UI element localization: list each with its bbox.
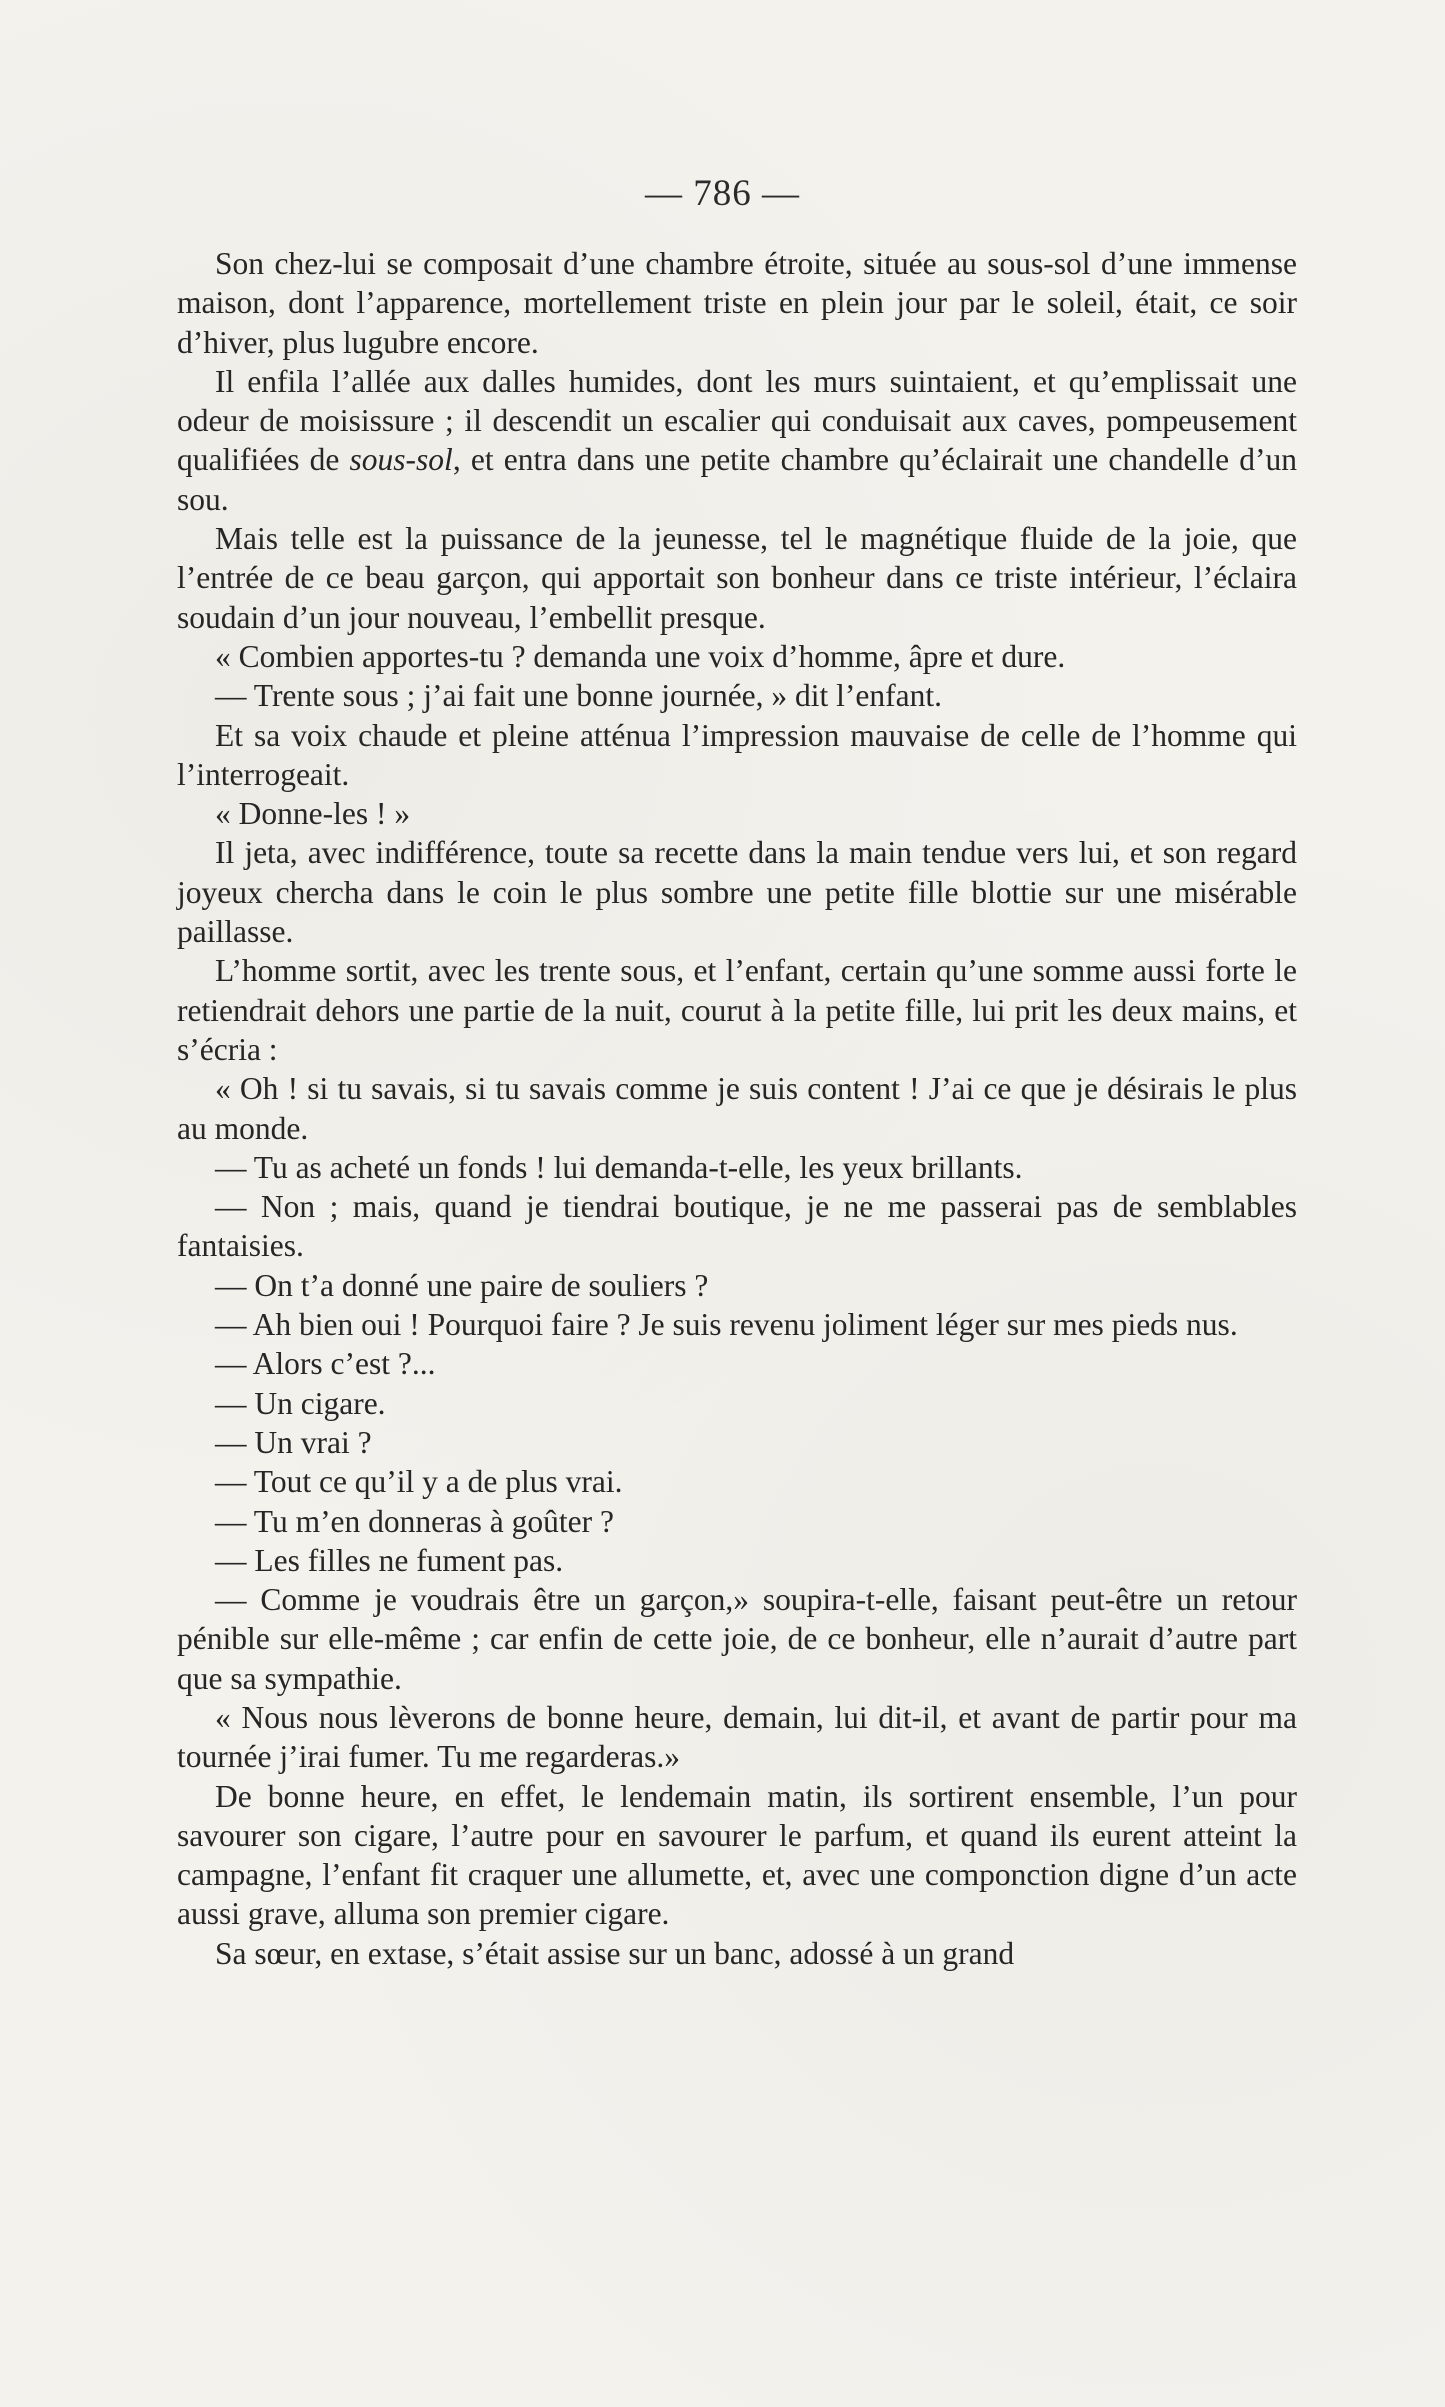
paragraph: Et sa voix chaude et pleine atténua l’impression mauvaise de celle de l’homme qui l’interrogeait. xyxy=(177,717,1297,792)
paragraph: — Un cigare. xyxy=(215,1385,386,1421)
body-text xyxy=(177,244,1297,1973)
paragraph: — Trente sous ; j’ai fait une bonne journée, » dit l’enfant. xyxy=(215,678,942,714)
paragraph: L’homme sortit, avec les trente sous, et l’enfant, certain qu’une somme aussi forte le retiendrait dehors une partie de la nuit, courut à la petite fille, lui prit les deux mains, et s’écria : xyxy=(177,953,1297,1067)
paragraph: « Nous nous lèverons de bonne heure, demain, lui dit-il, et avant de partir pour ma tournée j’irai fumer. Tu me regarderas.» xyxy=(177,1699,1297,1775)
page-number: — 786 — xyxy=(645,173,800,214)
paragraph xyxy=(177,362,1297,519)
paragraph: Mais telle est la puissance de la jeunesse, tel le magnétique fluide de la joie, que l’entrée de ce beau garçon, qui apportait son bonheur dans ce triste intérieur, l’éclaira soudain d’un jour nouveau, l’embellit presque. xyxy=(177,521,1297,635)
paragraph: Il jeta, avec indifférence, toute sa recette dans la main tendue vers lui, et son regard joyeux chercha dans le coin le plus sombre une petite fille blottie sur une misérable paillasse. xyxy=(177,835,1297,950)
italic-term: sous-sol xyxy=(349,442,453,478)
paragraph: Son chez-lui se composait d’une chambre étroite, située au sous-sol d’une immense maison, dont l’apparence, mortellement triste en plein jour par le soleil, était, ce soir d’hiver, plus lugubre encore. xyxy=(177,246,1297,360)
paragraph: — Tu as acheté un fonds ! lui demanda-t-elle, les yeux brillants. xyxy=(215,1149,1023,1185)
paragraph: — Ah bien oui ! Pourquoi faire ? Je suis revenu joliment léger sur mes pieds nus. xyxy=(215,1307,1238,1343)
paragraph: De bonne heure, en effet, le lendemain matin, ils sortirent ensemble, l’un pour savourer son cigare, l’autre pour en savourer le parfum, et quand ils eurent atteint la campagne, l’enfant fit craquer une allumette, et, avec une componction digne d’un acte aussi grave, alluma son premier cigare. xyxy=(177,1778,1297,1932)
paragraph-text: Il enfila l’allée aux dalles humides, dont les murs suintaient, et qu’emplissait une odeur de moisissure ; il descendit un escalier qui conduisait aux caves, pompeusement qualifiées de xyxy=(177,363,1297,478)
paragraph: — Les filles ne fument pas. xyxy=(215,1542,564,1578)
paragraph: — Alors c’est ?... xyxy=(215,1346,436,1382)
paragraph: — Comme je voudrais être un garçon,» soupira-t-elle, faisant peut-être un retour pénible sur elle-même ; car enfin de cette joie, de ce bonheur, elle n’aurait d’autre part que sa sympathie. xyxy=(177,1582,1297,1696)
paragraph: « Donne-les ! » xyxy=(215,796,411,832)
paragraph: « Oh ! si tu savais, si tu savais comme je suis content ! J’ai ce que je désirais le plus au monde. xyxy=(177,1071,1297,1146)
paragraph: — On t’a donné une paire de souliers ? xyxy=(215,1267,709,1303)
paragraph: « Combien apportes-tu ? demanda une voix d’homme, âpre et dure. xyxy=(215,638,1066,674)
paragraph: — Non ; mais, quand je tiendrai boutique, je ne me passerai pas de semblables fantaisies. xyxy=(177,1189,1297,1264)
paragraph: Sa sœur, en extase, s’était assise sur un banc, adossé à un grand xyxy=(215,1935,1015,1971)
paragraph: — Tu m’en donneras à goûter ? xyxy=(215,1503,614,1539)
paragraph: — Un vrai ? xyxy=(215,1424,372,1460)
paragraph: — Tout ce qu’il y a de plus vrai. xyxy=(215,1464,623,1500)
paragraph-text: , et entra dans une petite chambre qu’éclairait une chandelle d’un sou. xyxy=(177,442,1298,517)
